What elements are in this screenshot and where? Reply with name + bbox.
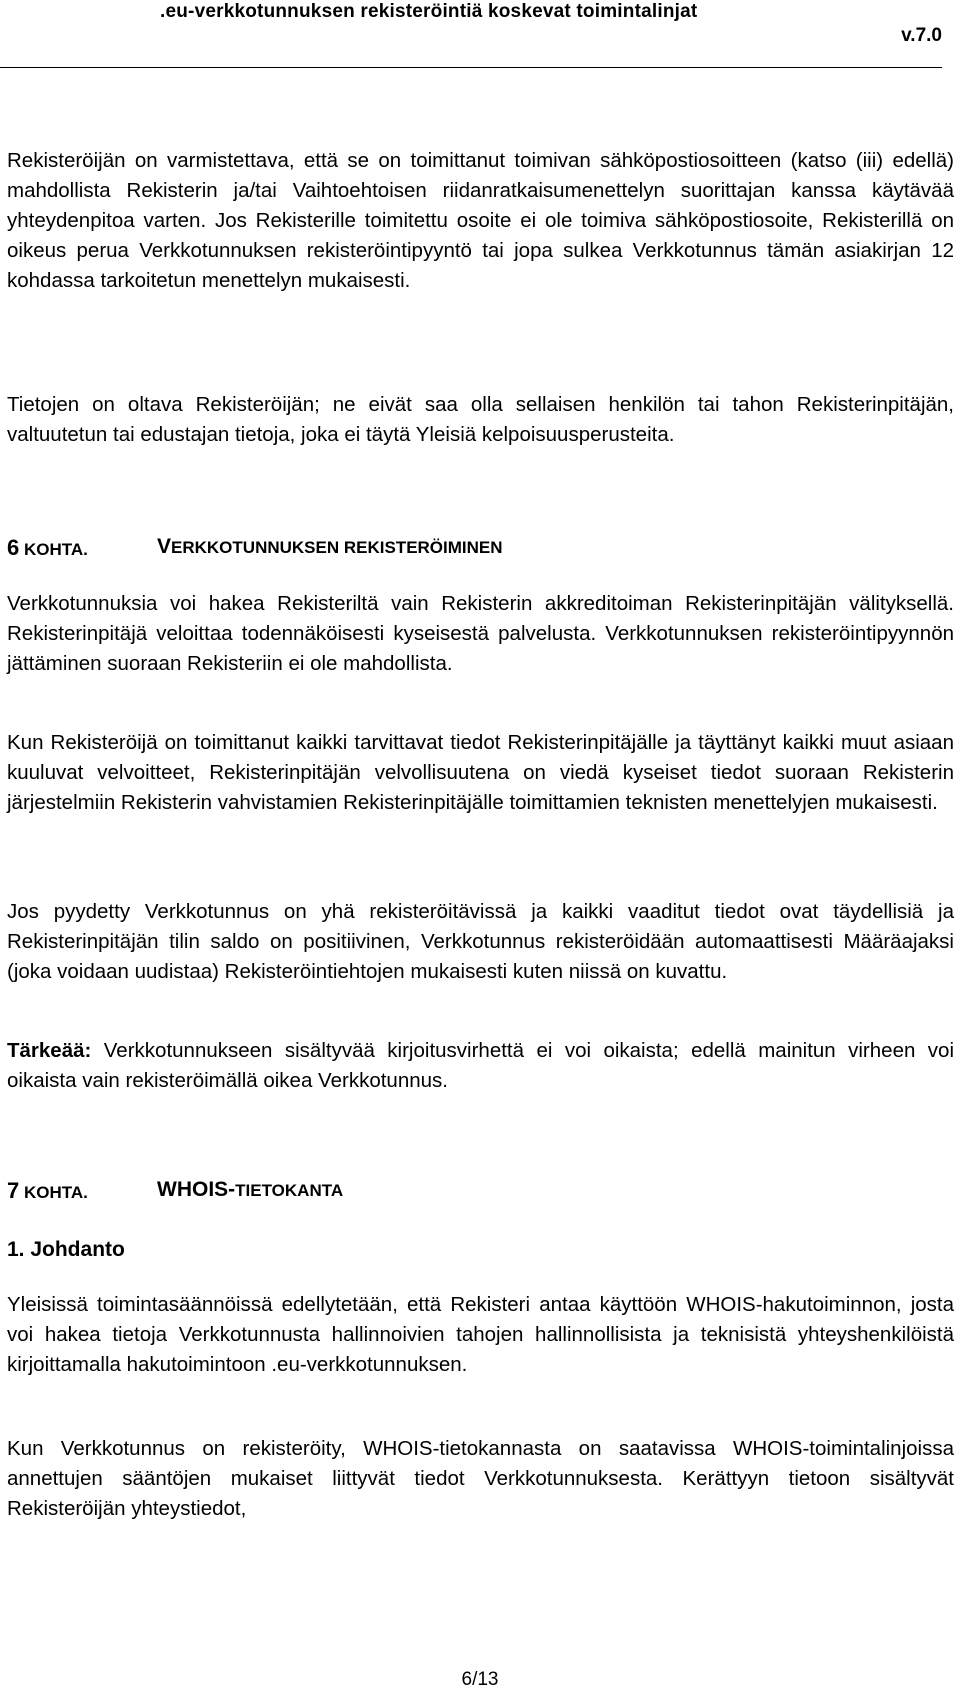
header-divider: [0, 67, 942, 68]
section-6-number: 6: [7, 535, 20, 560]
subsection-introduction-heading: 1. Johdanto: [7, 1238, 125, 1261]
paragraph-whois-intro: Yleisissä toimintasäännöissä edellytetään, että Rekisteri antaa käyttöön WHOIS-hakutoiminnon, josta voi hakea tietoja Verkkotunnusta hallinnoivien tahojen hallinnollisista ja teknisistä yhteyshenkilöistä kirjoittamalla hakutoimintoon .eu-verkkotunnuksen.: [7, 1293, 954, 1376]
paragraph-automatic-registration: Jos pyydetty Verkkotunnus on yhä rekisteröitävissä ja kaikki vaaditut tiedot ovat täydellisiä ja Rekisterinpitäjän tilin saldo on positiivinen, Verkkotunnus rekisteröidään automaattisesti Määräajaksi (joka voidaan uudistaa) Rekisteröintiehtojen mukaisesti kuten niissä on kuvattu.: [7, 900, 954, 983]
document-title: .eu-verkkotunnuksen rekisteröintiä koskevat toimintalinjat: [160, 1, 698, 22]
document-version: v.7.0: [901, 25, 942, 46]
section-7-number: 7: [7, 1178, 20, 1203]
paragraph-important-note: [7, 1036, 954, 1096]
page-number: 6/13: [461, 1669, 499, 1690]
important-text: Verkkotunnukseen sisältyvää kirjoitusvirhettä ei voi oikaista; edellä mainitun virheen voi oikaista vain rekisteröimällä oikea Verkkotunnus.: [7, 1039, 954, 1092]
section-6-title: VERKKOTUNNUKSEN REKISTERÖIMINEN: [157, 535, 503, 558]
paragraph-registrar-submission: Kun Rekisteröijä on toimittanut kaikki tarvittavat tiedot Rekisterinpitäjälle ja täyttänyt kaikki muut asiaan kuuluvat velvoitteet, Rekisterinpitäjän velvollisuutena on viedä kyseiset tiedot suoraan Rekisterin järjestelmiin Rekisterin vahvistamien Rekisterinpitäjälle toimittamien teknisten menettelyjen mukaisesti.: [7, 731, 954, 814]
section-7-title: WHOIS-TIETOKANTA: [157, 1178, 344, 1201]
paragraph-registrant-data: Tietojen on oltava Rekisteröijän; ne eivät saa olla sellaisen henkilön tai tahon Rekisterinpitäjän, valtuutetun tai edustajan tietoja, joka ei täytä Yleisiä kelpoisuusperusteita.: [7, 393, 954, 446]
page-header: [0, 0, 960, 70]
section-7-kohta: KOHTA.: [19, 1183, 88, 1202]
section-6-heading: [7, 535, 503, 561]
section-6-kohta: KOHTA.: [19, 540, 88, 559]
section-7-heading: [7, 1178, 344, 1204]
important-label: Tärkeää:: [7, 1039, 92, 1062]
paragraph-registrar-only: Verkkotunnuksia voi hakea Rekisteriltä vain Rekisterin akkreditoiman Rekisterinpitäjän välityksellä. Rekisterinpitäjä veloittaa todennäköisesti kyseisestä palvelusta. Verkkotunnuksen rekisteröintipyynnön jättäminen suoraan Rekisteriin ei ole mahdollista.: [7, 592, 954, 675]
paragraph-email-requirement: Rekisteröijän on varmistettava, että se on toimittanut toimivan sähköpostiosoitteen (katso (iii) edellä) mahdollista Rekisterin ja/tai Vaihtoehtoisen riidanratkaisumenettelyn suorittajan kanssa käytävää yhteydenpitoa varten. Jos Rekisterille toimitettu osoite ei ole toimiva sähköpostiosoite, Rekisterillä on oikeus perua Verkkotunnuksen rekisteröintipyyntö tai jopa sulkea Verkkotunnus tämän asiakirjan 12 kohdassa tarkoitetun menettelyn mukaisesti.: [7, 149, 954, 292]
paragraph-whois-data: Kun Verkkotunnus on rekisteröity, WHOIS-tietokannasta on saatavissa WHOIS-toimintalinjoissa annettujen sääntöjen mukaiset liittyvät tiedot Verkkotunnuksesta. Kerättyyn tietoon sisältyvät Rekisteröijän yhteystiedot,: [7, 1437, 954, 1520]
